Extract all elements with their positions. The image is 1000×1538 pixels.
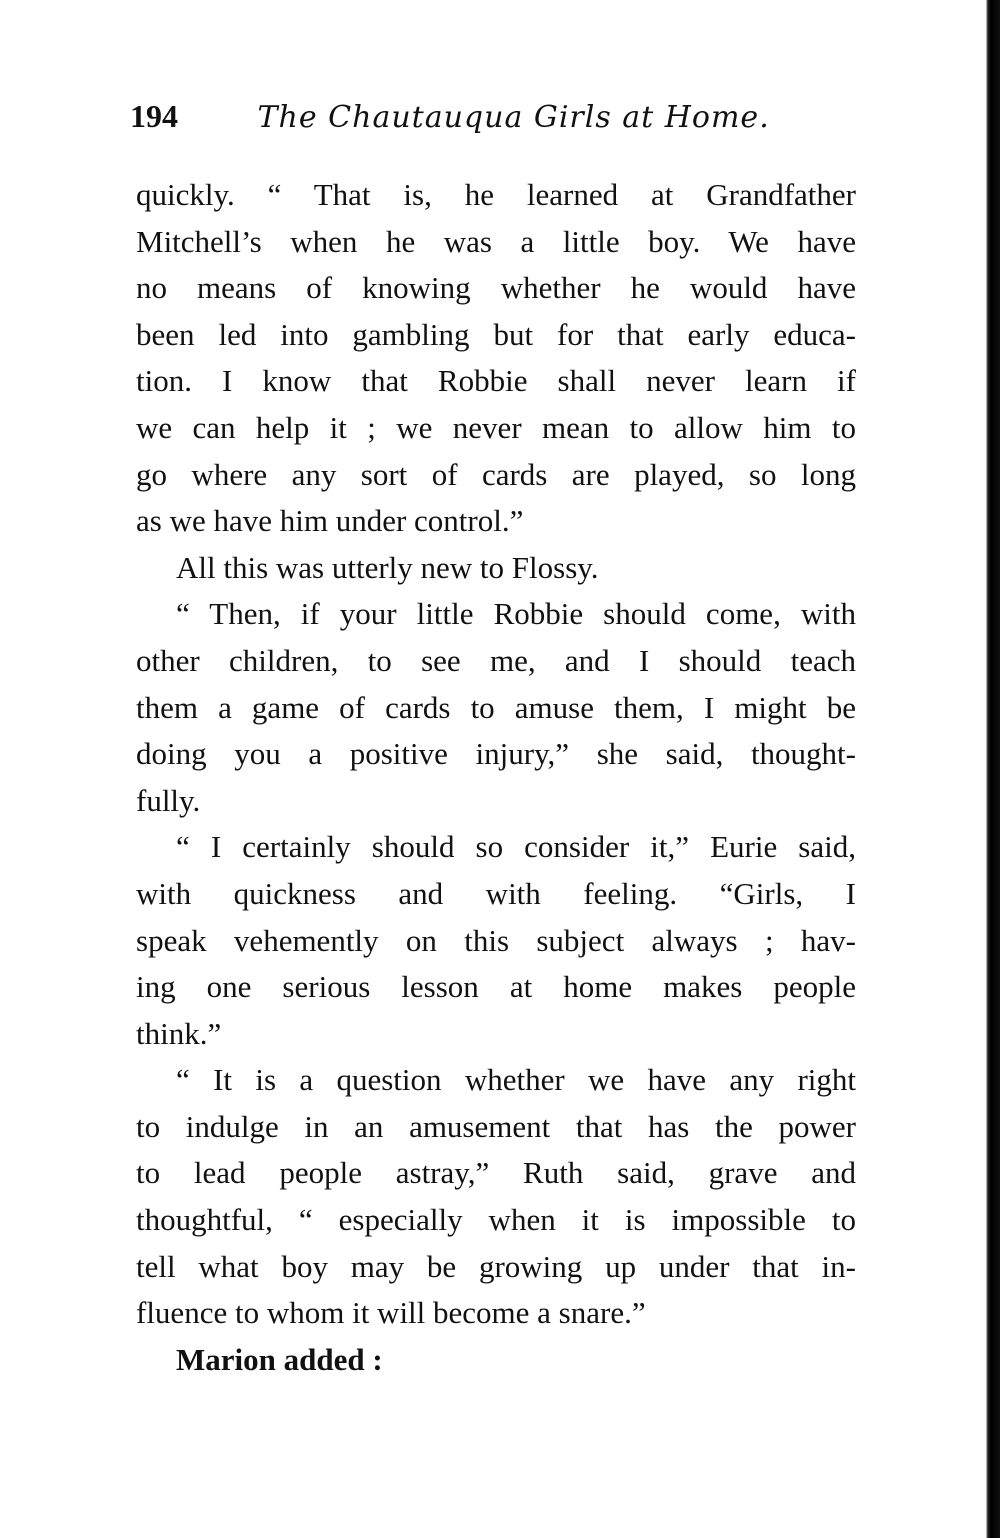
text-line: All this was utterly new to Flossy. — [176, 549, 599, 585]
text-line: to lead people astray,” Ruth said, grave and — [136, 1155, 856, 1191]
text-line: other children, to see me, and I should teach — [136, 642, 856, 678]
text-line: think.” — [136, 1015, 222, 1051]
text-line: no means of knowing whether he would have — [136, 270, 856, 306]
text-line: ing one serious lesson at home makes people — [136, 969, 856, 1005]
text-line: doing you a positive injury,” she said, thought- — [136, 736, 856, 772]
text-line: “ Then, if your little Robbie should come, with — [176, 596, 856, 632]
page-number: 194 — [130, 98, 178, 134]
body-text — [136, 172, 856, 1383]
text-line: go where any sort of cards are played, so long — [136, 456, 856, 492]
text-line: as we have him under control.” — [136, 503, 524, 539]
text-line: quickly. “ That is, he learned at Grandfather — [136, 177, 856, 212]
text-line: fully. — [136, 782, 201, 818]
text-line: “ It is a question whether we have any right — [176, 1062, 856, 1098]
text-line: with quickness and with feeling. “Girls, I — [136, 875, 856, 911]
text-line: we can help it ; we never mean to allow him to — [136, 409, 856, 445]
text-line: tion. I know that Robbie shall never learn if — [136, 363, 856, 399]
book-title: The Chautauqua Girls at Home. — [257, 100, 770, 135]
text-line: Mitchell’s when he was a little boy. We have — [136, 223, 856, 259]
text-line: to indulge in an amusement that has the power — [136, 1108, 856, 1144]
text-line: Marion added : — [176, 1341, 383, 1377]
text-line: thoughtful, “ especially when it is impossible to — [136, 1202, 856, 1238]
text-line: tell what boy may be growing up under that in- — [136, 1248, 856, 1284]
running-head — [130, 92, 850, 140]
text-line: speak vehemently on this subject always ; hav- — [136, 922, 856, 958]
text-line: “ I certainly should so consider it,” Eurie said, — [176, 829, 856, 865]
page-edge-shadow — [978, 0, 1000, 1538]
text-line: been led into gambling but for that early educa- — [136, 316, 856, 352]
text-line: fluence to whom it will become a snare.” — [136, 1295, 646, 1331]
text-line: them a game of cards to amuse them, I might be — [136, 689, 856, 725]
